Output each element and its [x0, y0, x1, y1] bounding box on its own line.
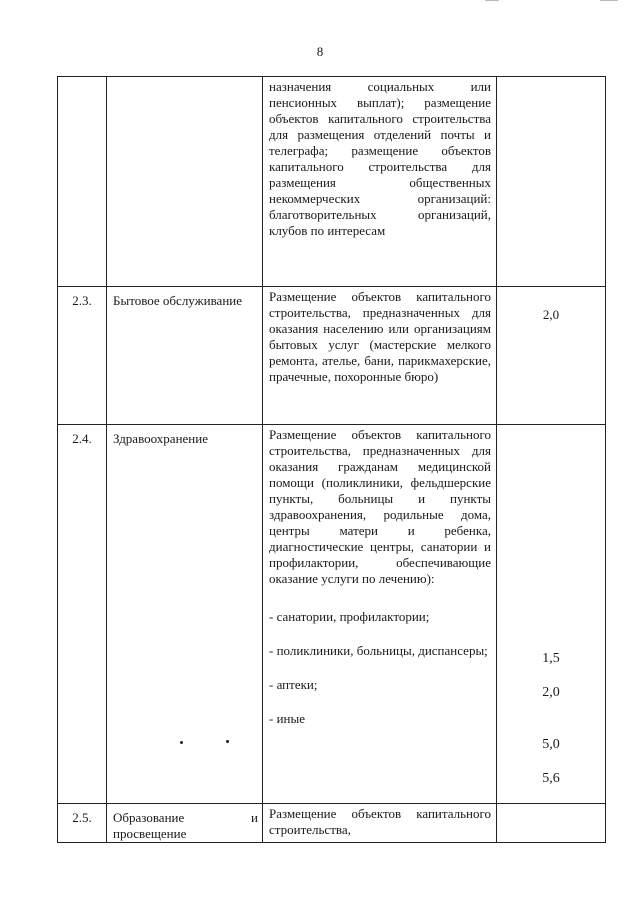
- row-description: [263, 425, 497, 804]
- row-name: Здравоохранение: [107, 425, 263, 804]
- row-number: 2.4.: [58, 425, 107, 804]
- row-value: [497, 77, 606, 287]
- table-row: [58, 425, 606, 804]
- subitem-value: 2,0: [542, 685, 560, 700]
- table-row: [58, 804, 606, 843]
- row-name: Бытовое обслуживание: [107, 287, 263, 425]
- row-number: 2.3.: [58, 287, 107, 425]
- row-name: [107, 77, 263, 287]
- row-number: 2.5.: [58, 804, 107, 843]
- subitem-pharmacies: - аптеки;: [269, 677, 318, 692]
- land-use-table: [57, 76, 606, 843]
- row-value: [497, 425, 606, 804]
- subitem-other: - иные: [269, 711, 305, 726]
- row-description: [263, 77, 497, 287]
- table-row: [58, 77, 606, 287]
- page-number: 8: [316, 44, 324, 59]
- table-row: [58, 287, 606, 425]
- description-text: Размещение объектов капитального строительства,: [269, 806, 491, 837]
- subitem-value: 5,6: [542, 771, 560, 786]
- description-text: Размещение объектов капитального строительства, предназначенных для оказания населению или организациям бытовых услуг (мастерские мелкого ремонта, ателье, бани, парикмахерские, прачечные, похоронные бюро): [269, 289, 491, 384]
- scan-edge-mark-right: [600, 0, 618, 1]
- row-number: [58, 77, 107, 287]
- row-value: 2,0: [497, 287, 606, 425]
- row-description: [263, 804, 497, 843]
- subitem-polyclinics: - поликлиники, больницы, диспансеры;: [269, 643, 488, 658]
- subitem-sanatoria: - санатории, профилактории;: [269, 609, 430, 624]
- subitem-value: 1,5: [542, 651, 560, 666]
- scan-edge-mark-left: [485, 0, 499, 1]
- row-value: [497, 804, 606, 843]
- description-text: назначения социальных или пенсионных выплат); размещение объектов капитального строительства для размещения отделений почты и телеграфа; размещение объектов капитального строительства для размещения общественных некоммерческих организаций: благотворительных организаций, клубов по интересам: [269, 79, 491, 238]
- row-name-text: Образование и просвещение: [113, 810, 258, 841]
- description-text: Размещение объектов капитального строительства, предназначенных для оказания гражданам медицинской помощи (поликлиники, фельдшерские пункты, больницы и пункты здравоохранения, родильные дома, центры матери и ребенка, диагностические центры, санатории и профилактории, обеспечивающие оказание услуги по лечению):: [269, 427, 491, 586]
- row-name: [107, 804, 263, 843]
- subitem-value: 5,0: [542, 737, 560, 752]
- row-description: [263, 287, 497, 425]
